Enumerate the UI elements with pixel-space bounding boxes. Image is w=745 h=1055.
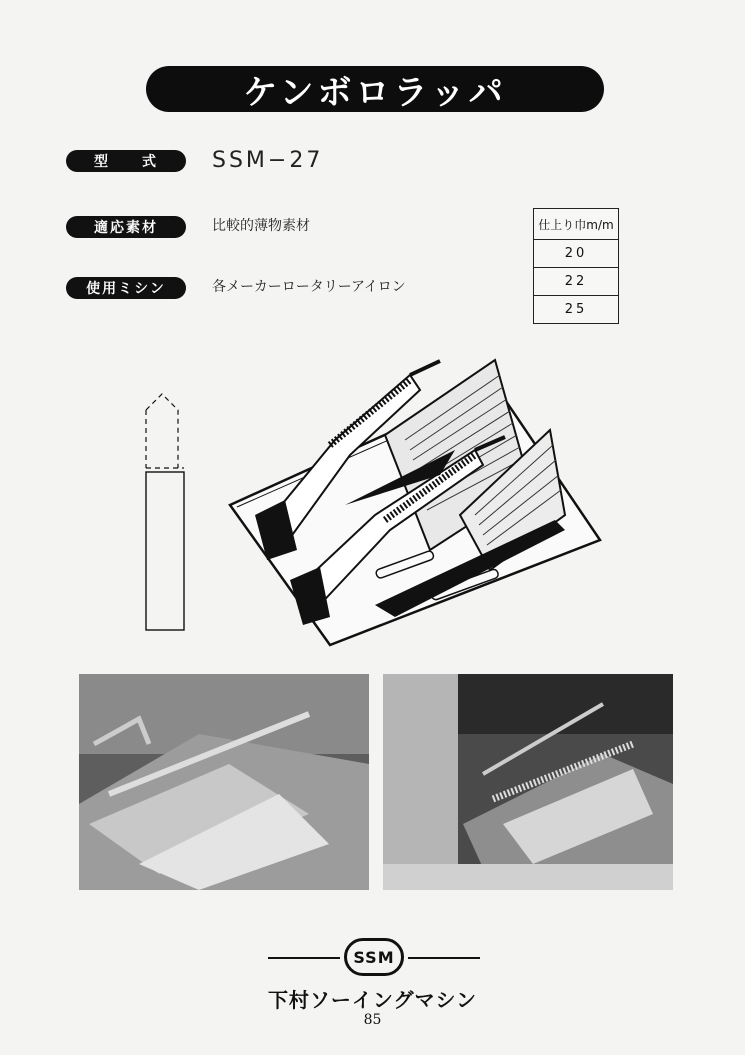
title-banner [146,66,604,112]
finished-width-table [533,208,619,324]
width-value: 20 [534,240,619,268]
page-title: ケンボロラッパ [243,72,507,113]
machine-value: 各メーカーロータリーアイロン [212,279,406,295]
model-label: 型 式 [66,150,186,172]
footer-rule-left [268,957,340,959]
machine-label: 使用ミシン [66,277,186,299]
material-value: 比較的薄物素材 [212,218,310,234]
model-value: SSM−27 [212,148,324,173]
ssm-logo-text: SSM [353,947,395,967]
ssm-logo [344,938,404,976]
page-number: 85 [363,1012,382,1028]
binder-photo-left [79,674,369,890]
binder-photo-right [383,674,673,890]
width-value: 25 [534,296,619,324]
binding-strip-diagram [138,390,190,635]
width-table-header: 仕上り巾m/m [534,209,619,240]
width-value: 22 [534,268,619,296]
company-name: 下村ソーイングマシン [267,988,478,1012]
binder-illustration [225,355,605,650]
material-label: 適応素材 [66,216,186,238]
footer-rule-right [408,957,480,959]
